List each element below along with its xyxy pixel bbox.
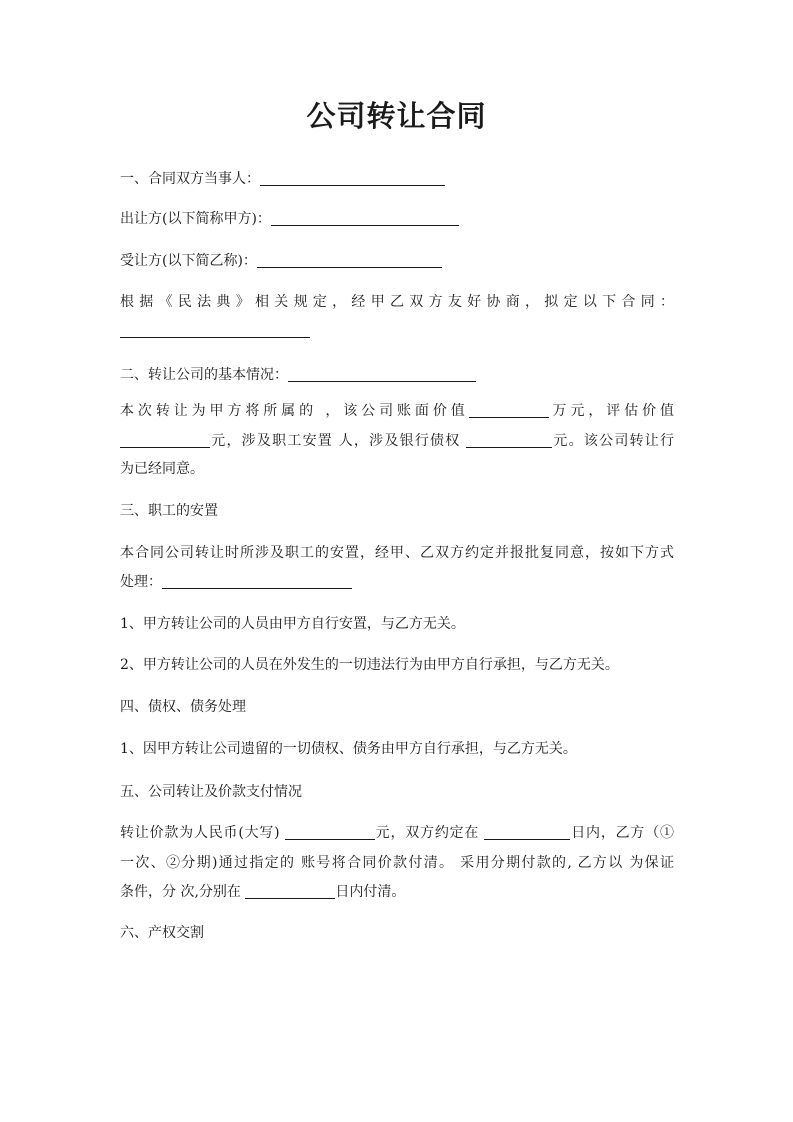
company-info-line-1 bbox=[120, 398, 674, 425]
payment-line-2: 一次、②分期)通过指定的 账号将合同价款付清。 采用分期付款的, 乙方以 为保证 bbox=[120, 855, 674, 871]
basis-blank bbox=[120, 321, 310, 338]
section-1-heading-text: 一、合同双方当事人： bbox=[120, 171, 260, 187]
basis-line: 根据《民法典》相关规定，经甲乙双方友好协商，拟定以下合同： bbox=[120, 294, 674, 310]
section-6-heading: 六、产权交割 bbox=[120, 925, 204, 941]
transferor-line bbox=[120, 206, 674, 233]
bank-debt-blank bbox=[466, 431, 552, 448]
staff-debt-text: 元，涉及职工安置 人，涉及银行债权 bbox=[210, 433, 467, 449]
payment-method-text: 日内，乙方（① bbox=[570, 825, 675, 841]
price-text: 转让价款为人民币(大写) bbox=[120, 825, 285, 841]
price-blank bbox=[285, 823, 375, 840]
basis-blank-line bbox=[120, 318, 674, 345]
transferee-label: 受让方(以下简乙称)： bbox=[120, 253, 257, 269]
installment-blank bbox=[245, 882, 335, 899]
installment-text: 条件，分 次,分别在 bbox=[120, 884, 246, 900]
consent-text: 元。该公司转让行 bbox=[552, 433, 675, 449]
section-4-heading: 四、债权、债务处理 bbox=[120, 699, 246, 715]
days-blank bbox=[484, 823, 570, 840]
agreed-days-text: 元，双方约定在 bbox=[374, 825, 485, 841]
handling-label: 处理： bbox=[120, 574, 162, 590]
section-2-heading-text: 二、转让公司的基本情况： bbox=[120, 367, 288, 383]
document-title: 公司转让合同 bbox=[306, 99, 487, 133]
section-3-heading: 三、职工的安置 bbox=[120, 503, 218, 519]
section-2-heading bbox=[120, 362, 674, 389]
company-info-blank bbox=[288, 365, 476, 382]
transferor-blank bbox=[271, 209, 459, 226]
appraised-value-text: 万元，评估价值 bbox=[548, 403, 675, 419]
company-info-line-3: 为已经同意。 bbox=[120, 461, 204, 477]
debt-item-1: 1、因甲方转让公司遗留的一切债权、债务由甲方自行承担，与乙方无关。 bbox=[120, 741, 577, 757]
payment-line-1 bbox=[120, 820, 674, 847]
staff-item-2: 2、甲方转让公司的人员在外发生的一切违法行为由甲方自行承担，与乙方无关。 bbox=[120, 657, 619, 673]
handling-blank bbox=[162, 572, 352, 589]
parties-blank bbox=[260, 169, 445, 186]
settle-text: 日内付清。 bbox=[335, 884, 406, 900]
transferee-line bbox=[120, 248, 674, 275]
section-1-heading bbox=[120, 166, 674, 193]
book-value-text: 本次转让为甲方将所属的 ，该公司账面价值 bbox=[120, 403, 469, 419]
payment-line-3 bbox=[120, 879, 674, 906]
book-value-blank bbox=[469, 401, 549, 418]
company-info-line-2 bbox=[120, 428, 674, 455]
staff-item-1: 1、甲方转让公司的人员由甲方自行安置，与乙方无关。 bbox=[120, 616, 465, 632]
staff-placement-line-2 bbox=[120, 569, 674, 596]
staff-placement-line-1: 本合同公司转让时所涉及职工的安置，经甲、乙双方约定并报批复同意，按如下方式 bbox=[120, 545, 674, 561]
transferee-blank bbox=[257, 251, 442, 268]
section-5-heading: 五、公司转让及价款支付情况 bbox=[120, 784, 302, 800]
transferor-label: 出让方(以下简称甲方)： bbox=[120, 211, 271, 227]
appraised-value-blank bbox=[120, 431, 210, 448]
